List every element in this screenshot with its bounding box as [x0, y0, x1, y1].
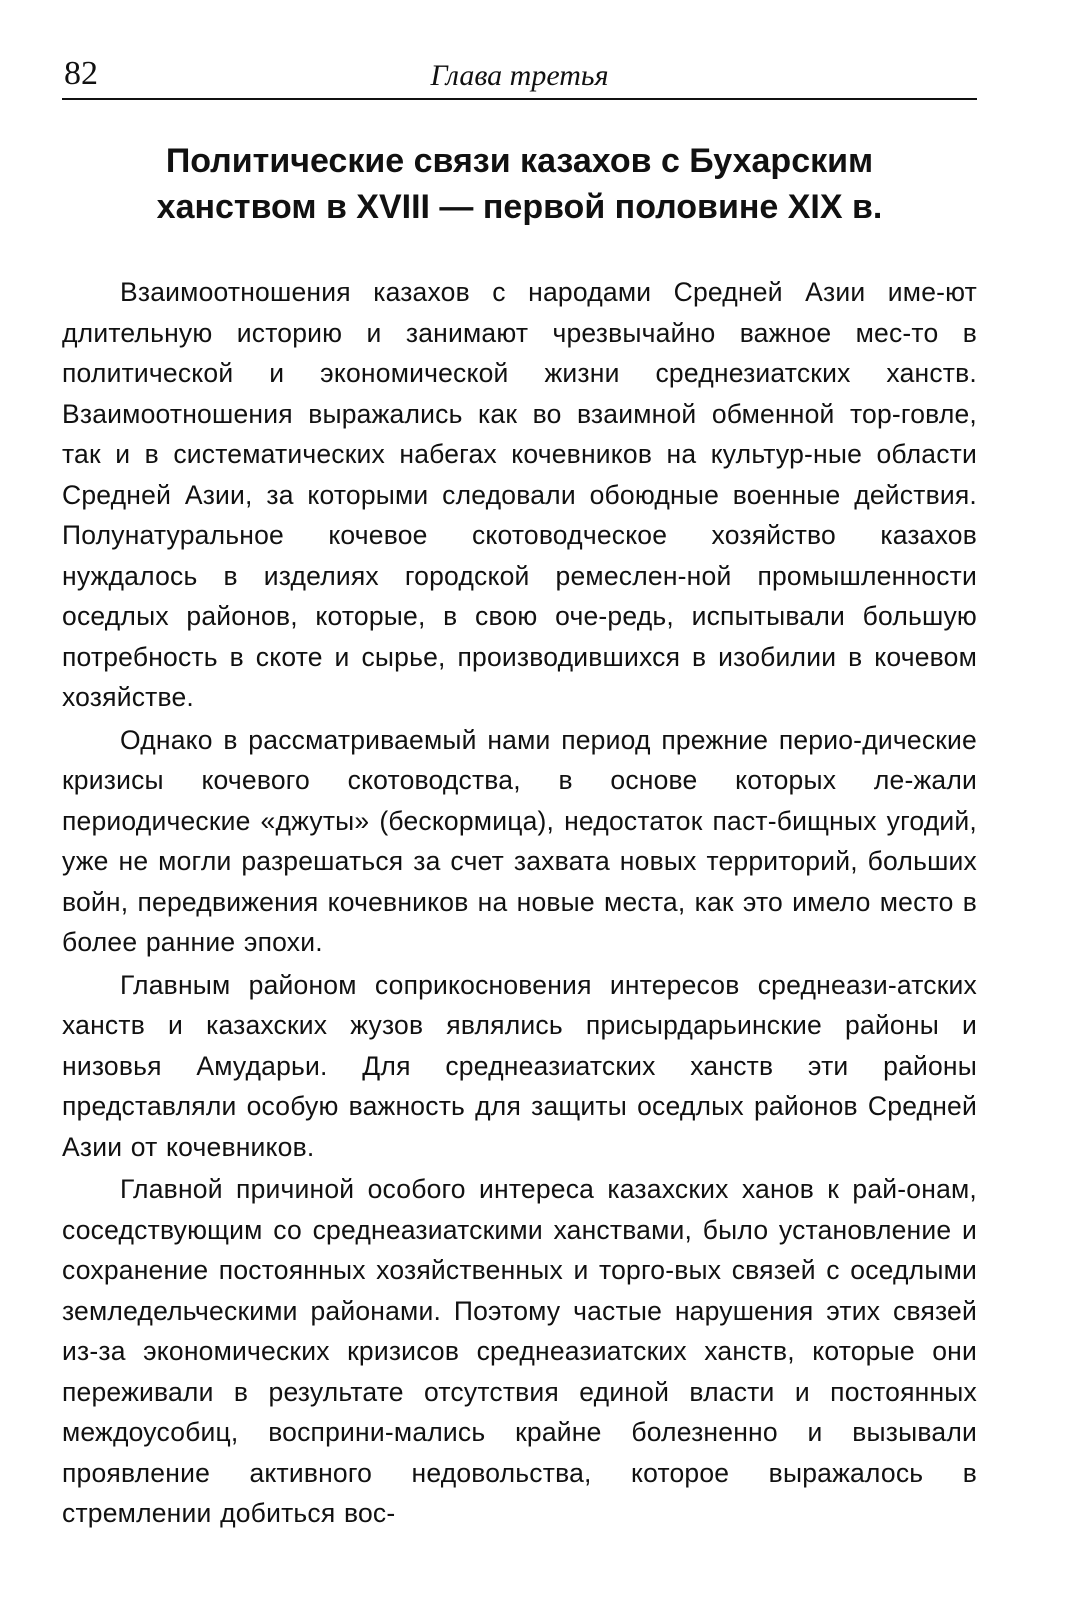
paragraph-4: Главной причиной особого интереса казахских ханов к рай-онам, соседствующим со среднеазиатскими ханствами, было установление и сохранение постоянных хозяйственных и торго-вых связей с оседлыми земледельческими районами. Поэтому частые нарушения этих связей из-за экономических кризисов среднеазиатских ханств, которые они переживали в результате отсутствия единой власти и постоянных междоусобиц, восприни-мались крайне болезненно и вызывали проявление активного недовольства, которое выражалось в стремлении добиться вос- — [62, 1174, 977, 1528]
paragraph-1: Взаимоотношения казахов с народами Средней Азии име-ют длительную историю и занимают чрезвычайно важное мес-то в политической и экономической жизни среднезиатских ханств. Взаимоотношения выражались как во взаимной обменной тор-говле, так и в систематических набегах кочевников на культур-ные области Средней Азии, за которыми следовали обоюдные военные действия. Полунатуральное кочевое скотоводческое хозяйство казахов нуждалось в изделиях городской ремеслен-ной промышленности оседлых районов, которые, в свою оче-редь, испытывали большую потребность в скоте и сырье, производившихся в изобилии в кочевом хозяйстве. — [62, 277, 977, 712]
section-heading-line-2: ханством в XVIII — первой половине XIX в. — [156, 188, 883, 226]
running-head — [62, 52, 977, 100]
section-heading-line-1: Политические связи казахов с Бухарским — [165, 142, 874, 180]
chapter-title: Глава третья — [430, 59, 609, 92]
page-number: 82 — [64, 55, 98, 92]
body-text — [62, 272, 977, 1536]
section-heading — [62, 138, 977, 230]
paragraph-2: Однако в рассматриваемый нами период прежние перио-дические кризисы кочевого скотоводства, в основе которых ле-жали периодические «джуты» (бескормица), недостаток паст-бищных угодий, уже не могли разрешаться за счет захвата новых территорий, больших войн, передвижения кочевников на новые места, как это имело место в более ранние эпохи. — [62, 724, 977, 957]
paragraph-3: Главным районом соприкосновения интересов среднеази-атских ханств и казахских жузов являлись присырдарьинские районы и низовья Амударьи. Для среднеазиатских ханств эти районы представляли особую важность для защиты оседлых районов Средней Азии от кочевников. — [62, 969, 977, 1162]
